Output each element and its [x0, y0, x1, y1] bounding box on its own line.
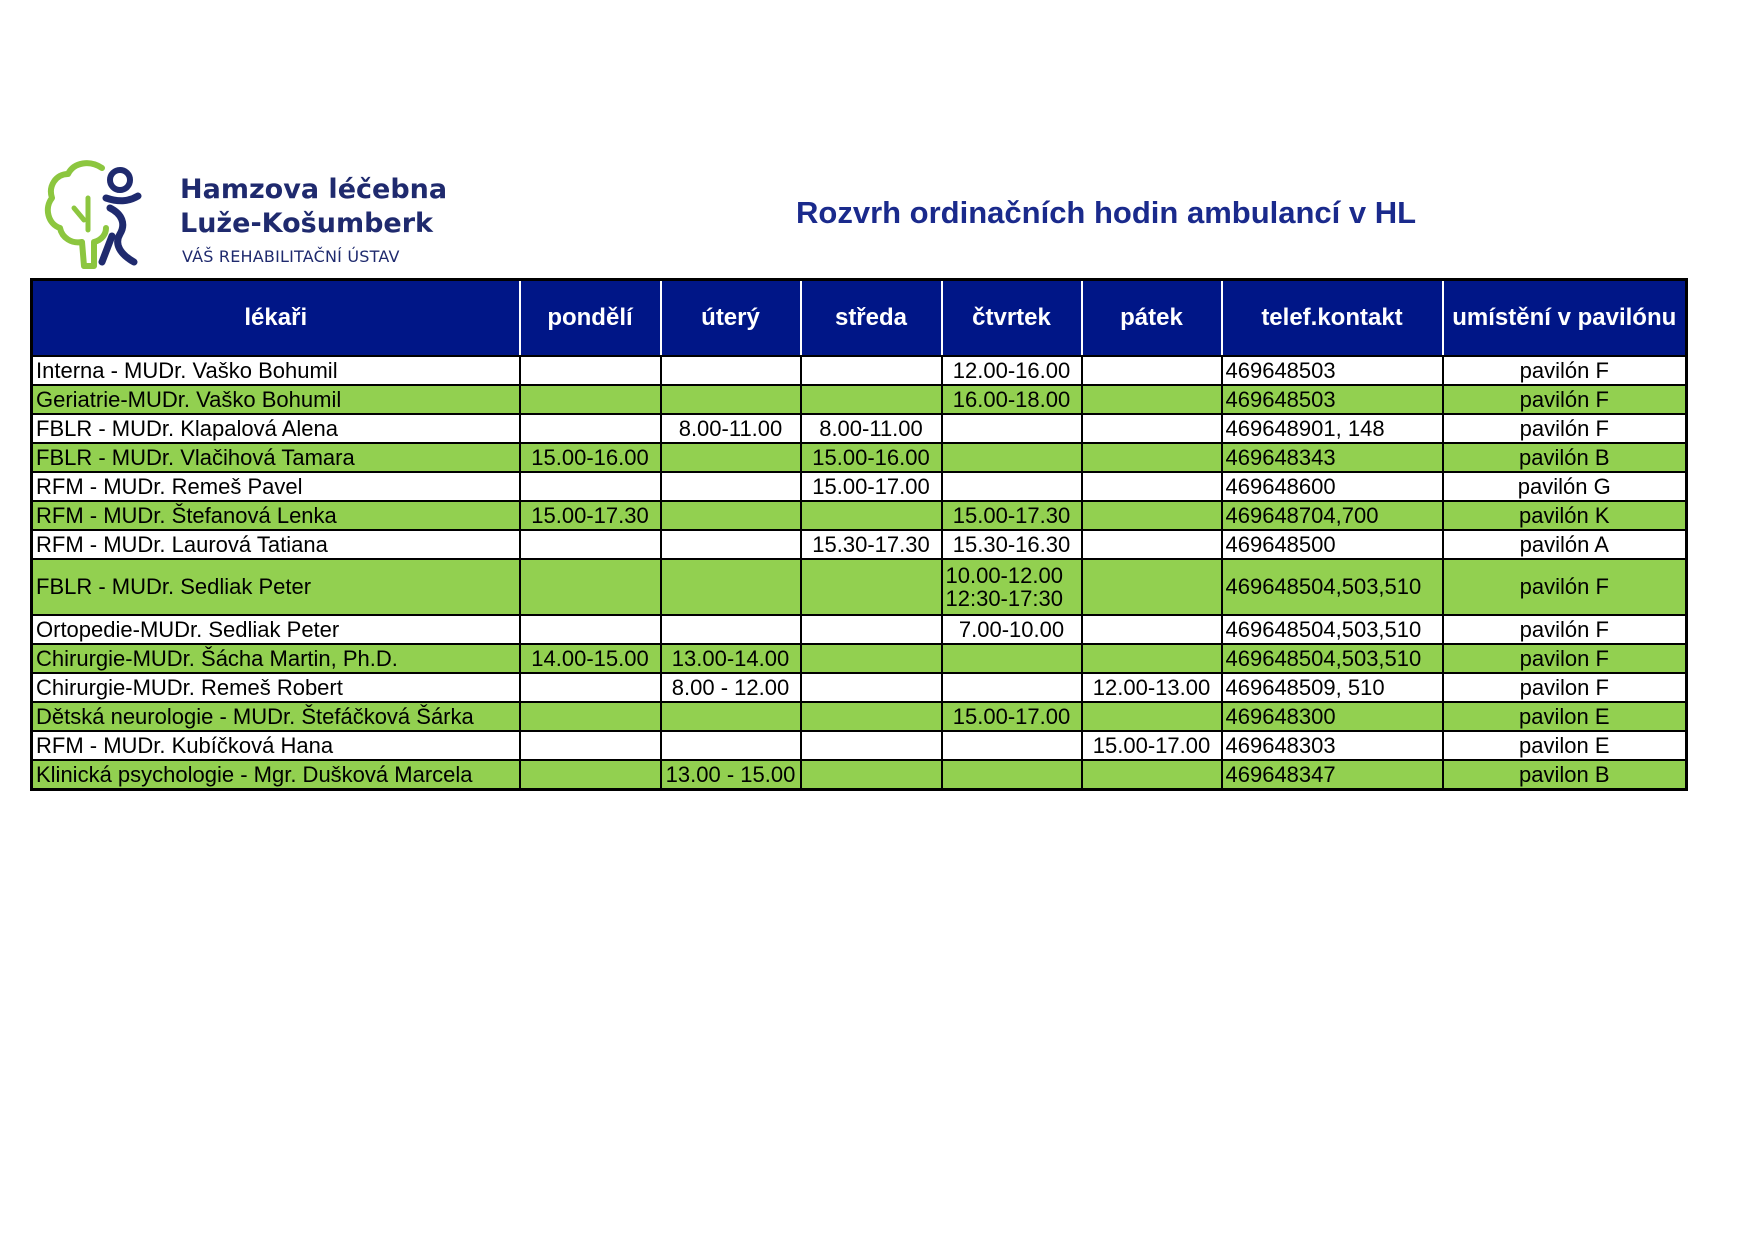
monday-cell	[520, 615, 661, 644]
tuesday-cell	[661, 501, 801, 530]
doctor-cell: FBLR - MUDr. Vlačihová Tamara	[32, 443, 520, 472]
doctor-cell: RFM - MUDr. Remeš Pavel	[32, 472, 520, 501]
location-cell: pavilon E	[1443, 702, 1687, 731]
wednesday-cell	[801, 673, 942, 702]
location-cell: pavilon F	[1443, 673, 1687, 702]
doctor-cell: RFM - MUDr. Kubíčková Hana	[32, 731, 520, 760]
tuesday-cell	[661, 702, 801, 731]
friday-cell	[1082, 356, 1222, 385]
header-thursday: čtvrtek	[942, 280, 1082, 357]
table-row	[32, 356, 1687, 385]
table-row	[32, 501, 1687, 530]
monday-cell	[520, 559, 661, 615]
header-tuesday: úterý	[661, 280, 801, 357]
thursday-cell	[942, 414, 1082, 443]
table-header-row	[32, 280, 1687, 357]
phone-cell: 469648509, 510	[1222, 673, 1443, 702]
phone-cell: 469648504,503,510	[1222, 559, 1443, 615]
tuesday-cell: 13.00-14.00	[661, 644, 801, 673]
location-cell: pavilón F	[1443, 615, 1687, 644]
location-cell: pavilon E	[1443, 731, 1687, 760]
wednesday-cell: 15.00-17.00	[801, 472, 942, 501]
monday-cell	[520, 530, 661, 559]
wednesday-cell	[801, 385, 942, 414]
logo-name-line1: Hamzova léčebna	[180, 174, 448, 205]
doctor-cell: RFM - MUDr. Štefanová Lenka	[32, 501, 520, 530]
friday-cell	[1082, 443, 1222, 472]
wednesday-cell	[801, 356, 942, 385]
friday-cell: 15.00-17.00	[1082, 731, 1222, 760]
phone-cell: 469648901, 148	[1222, 414, 1443, 443]
table-row	[32, 443, 1687, 472]
tuesday-cell	[661, 385, 801, 414]
doctor-cell: RFM - MUDr. Laurová Tatiana	[32, 530, 520, 559]
monday-cell	[520, 731, 661, 760]
wednesday-cell	[801, 501, 942, 530]
phone-cell: 469648347	[1222, 760, 1443, 790]
header-wednesday: středa	[801, 280, 942, 357]
page-title: Rozvrh ordinačních hodin ambulancí v HL	[796, 195, 1417, 230]
tuesday-cell	[661, 530, 801, 559]
wednesday-cell: 15.30-17.30	[801, 530, 942, 559]
logo-tagline: VÁŠ REHABILITAČNÍ ÚSTAV	[182, 247, 400, 266]
table-row	[32, 385, 1687, 414]
phone-cell: 469648704,700	[1222, 501, 1443, 530]
table-row	[32, 702, 1687, 731]
monday-cell: 14.00-15.00	[520, 644, 661, 673]
thursday-cell	[942, 731, 1082, 760]
doctor-cell: FBLR - MUDr. Sedliak Peter	[32, 559, 520, 615]
wednesday-cell: 15.00-16.00	[801, 443, 942, 472]
phone-cell: 469648600	[1222, 472, 1443, 501]
location-cell: pavilón B	[1443, 443, 1687, 472]
friday-cell	[1082, 472, 1222, 501]
doctor-cell: Chirurgie-MUDr. Šácha Martin, Ph.D.	[32, 644, 520, 673]
doctor-cell: Klinická psychologie - Mgr. Dušková Marcela	[32, 760, 520, 790]
table-row	[32, 760, 1687, 790]
thursday-cell	[942, 760, 1082, 790]
location-cell: pavilon B	[1443, 760, 1687, 790]
friday-cell	[1082, 501, 1222, 530]
thursday-time-1: 10.00-12.00	[945, 562, 1063, 588]
phone-cell: 469648503	[1222, 356, 1443, 385]
table-row	[32, 472, 1687, 501]
header-location: umístění v pavilónu	[1443, 280, 1687, 357]
location-cell: pavilón F	[1443, 356, 1687, 385]
header-doctors: lékaři	[32, 280, 520, 357]
thursday-cell: 7.00-10.00	[942, 615, 1082, 644]
thursday-cell	[942, 644, 1082, 673]
phone-cell: 469648504,503,510	[1222, 615, 1443, 644]
phone-cell: 469648503	[1222, 385, 1443, 414]
friday-cell	[1082, 559, 1222, 615]
tuesday-cell	[661, 731, 801, 760]
monday-cell: 15.00-16.00	[520, 443, 661, 472]
tuesday-cell	[661, 472, 801, 501]
tuesday-cell	[661, 559, 801, 615]
doctor-cell: Dětská neurologie - MUDr. Štefáčková Šárka	[32, 702, 520, 731]
wednesday-cell	[801, 644, 942, 673]
doctor-cell: Geriatrie-MUDr. Vaško Bohumil	[32, 385, 520, 414]
monday-cell	[520, 673, 661, 702]
friday-cell	[1082, 530, 1222, 559]
thursday-cell: 15.00-17.30	[942, 501, 1082, 530]
wednesday-cell	[801, 760, 942, 790]
tuesday-cell: 8.00-11.00	[661, 414, 801, 443]
table-row	[32, 414, 1687, 443]
thursday-cell: 12.00-16.00	[942, 356, 1082, 385]
phone-cell: 469648343	[1222, 443, 1443, 472]
thursday-cell	[942, 559, 1082, 615]
tuesday-cell: 8.00 - 12.00	[661, 673, 801, 702]
location-cell: pavilón K	[1443, 501, 1687, 530]
table-row	[32, 644, 1687, 673]
tuesday-cell	[661, 356, 801, 385]
friday-cell	[1082, 615, 1222, 644]
phone-cell: 469648500	[1222, 530, 1443, 559]
header-phone: telef.kontakt	[1222, 280, 1443, 357]
logo	[44, 158, 474, 270]
doctor-cell: Ortopedie-MUDr. Sedliak Peter	[32, 615, 520, 644]
thursday-cell: 15.00-17.00	[942, 702, 1082, 731]
logo-name-line2: Luže-Košumberk	[180, 208, 433, 239]
thursday-time-2: 12:30-17:30	[945, 586, 1063, 611]
monday-cell	[520, 356, 661, 385]
header-monday: pondělí	[520, 280, 661, 357]
thursday-cell	[942, 673, 1082, 702]
location-cell: pavilón F	[1443, 559, 1687, 615]
wednesday-cell: 8.00-11.00	[801, 414, 942, 443]
friday-cell: 12.00-13.00	[1082, 673, 1222, 702]
doctor-cell: Interna - MUDr. Vaško Bohumil	[32, 356, 520, 385]
monday-cell	[520, 472, 661, 501]
monday-cell: 15.00-17.30	[520, 501, 661, 530]
phone-cell: 469648303	[1222, 731, 1443, 760]
location-cell: pavilon F	[1443, 644, 1687, 673]
friday-cell	[1082, 414, 1222, 443]
doctor-cell: FBLR - MUDr. Klapalová Alena	[32, 414, 520, 443]
table-row	[32, 559, 1687, 615]
monday-cell	[520, 702, 661, 731]
wednesday-cell	[801, 559, 942, 615]
monday-cell	[520, 385, 661, 414]
thursday-cell: 15.30-16.30	[942, 530, 1082, 559]
table-row	[32, 615, 1687, 644]
wednesday-cell	[801, 615, 942, 644]
friday-cell	[1082, 760, 1222, 790]
table-row	[32, 731, 1687, 760]
location-cell: pavilón G	[1443, 472, 1687, 501]
thursday-cell	[942, 472, 1082, 501]
friday-cell	[1082, 385, 1222, 414]
schedule-table	[30, 278, 1688, 791]
thursday-cell	[942, 443, 1082, 472]
doctor-cell: Chirurgie-MUDr. Remeš Robert	[32, 673, 520, 702]
tuesday-cell	[661, 443, 801, 472]
thursday-cell: 16.00-18.00	[942, 385, 1082, 414]
location-cell: pavilón F	[1443, 385, 1687, 414]
location-cell: pavilón F	[1443, 414, 1687, 443]
monday-cell	[520, 760, 661, 790]
phone-cell: 469648504,503,510	[1222, 644, 1443, 673]
friday-cell	[1082, 644, 1222, 673]
monday-cell	[520, 414, 661, 443]
phone-cell: 469648300	[1222, 702, 1443, 731]
logo-tree-person-icon	[44, 158, 156, 270]
friday-cell	[1082, 702, 1222, 731]
table-row	[32, 530, 1687, 559]
header-friday: pátek	[1082, 280, 1222, 357]
table-row	[32, 673, 1687, 702]
wednesday-cell	[801, 702, 942, 731]
tuesday-cell: 13.00 - 15.00	[661, 760, 801, 790]
tuesday-cell	[661, 615, 801, 644]
location-cell: pavilón A	[1443, 530, 1687, 559]
wednesday-cell	[801, 731, 942, 760]
